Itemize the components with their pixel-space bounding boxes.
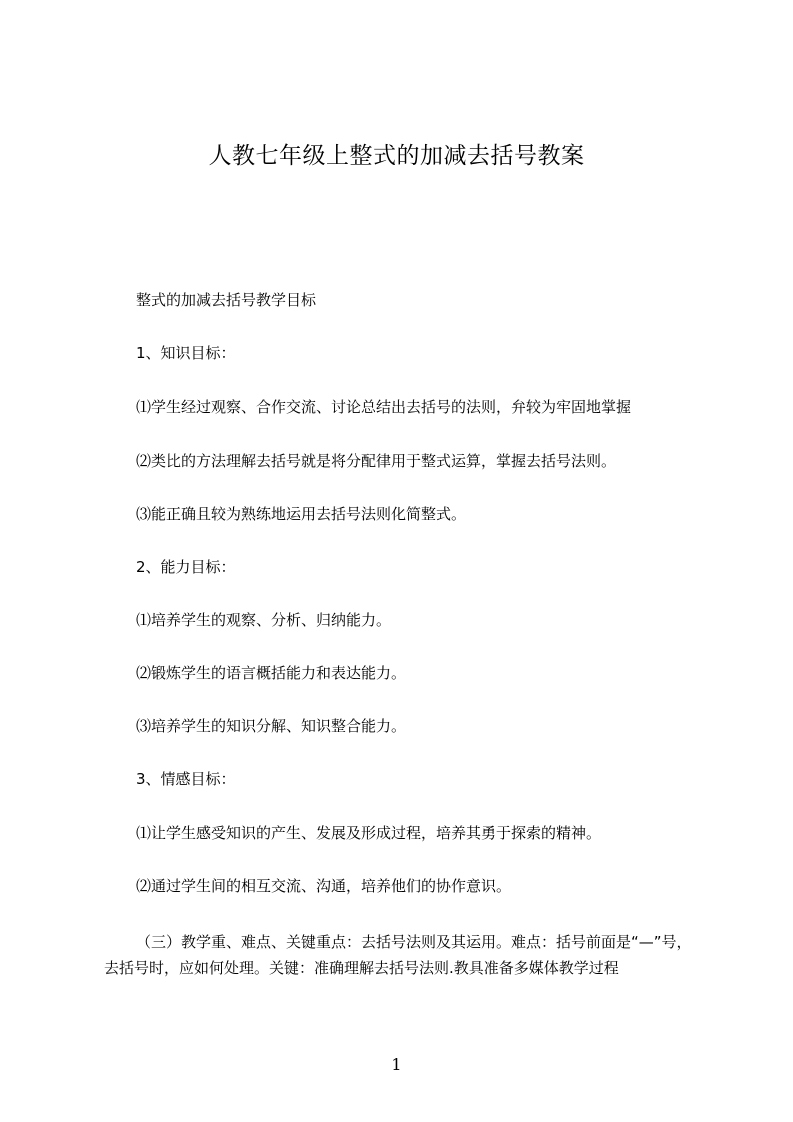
document-title: 人教七年级上整式的加减去括号教案: [208, 143, 585, 169]
subheading-emotion: 3、情感目标：: [136, 770, 236, 788]
subheading-ability: 2、能力目标：: [136, 558, 236, 576]
ability-item-2: ⑵锻炼学生的语言概括能力和表达能力。: [136, 664, 407, 682]
subheading-knowledge: 1、知识目标：: [136, 344, 236, 362]
knowledge-item-2: ⑵类比的方法理解去括号就是将分配律用于整式运算，掌握去括号法则。: [136, 452, 617, 470]
knowledge-item-1: ⑴学生经过观察、合作交流、讨论总结出去括号的法则，弁较为牢固地掌握: [136, 398, 632, 416]
knowledge-item-3: ⑶能正确且较为熟练地运用去括号法则化简整式。: [136, 505, 467, 523]
emotion-item-1: ⑴让学生感受知识的产生、发展及形成过程，培养其勇于探索的精神。: [136, 824, 602, 842]
section-heading-objectives: 整式的加减去括号教学目标: [136, 291, 317, 309]
key-points-paragraph: （三）教学重、难点、关键重点：去括号法则及其运用。难点：括号前面是“—”号，去括号时，应如何处理。关键：准确理解去括号法则.教具准备多媒体教学过程: [104, 933, 692, 977]
emotion-item-2: ⑵通过学生间的相互交流、沟通，培养他们的协作意识。: [136, 877, 512, 895]
page-number: 1: [391, 1055, 402, 1074]
ability-item-3: ⑶培养学生的知识分解、知识整合能力。: [136, 717, 407, 735]
ability-item-1: ⑴培养学生的观察、分析、归纳能力。: [136, 611, 392, 629]
